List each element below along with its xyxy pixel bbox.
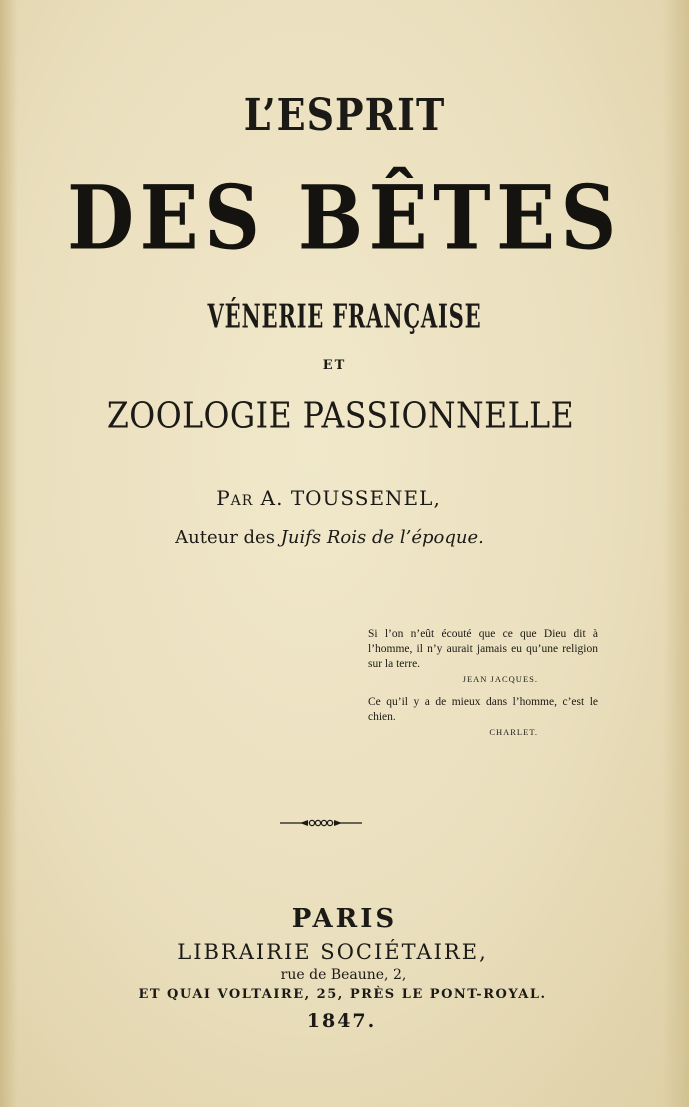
title-line-2: DES BÊTES [67, 165, 622, 270]
subtitle-line-1: VÉNERIE FRANÇAISE [207, 298, 482, 337]
subtitle-line-2: ZOOLOGIE PASSIONNELLE [106, 395, 575, 437]
epigraph-attribution: JEAN JACQUES. [462, 674, 538, 684]
epigraph-1 [368, 627, 598, 687]
title-line-1: L’ESPRIT [243, 88, 446, 141]
imprint-address-line-2: ET QUAI VOLTAIRE, 25, PRÈS LE PONT-ROYAL. [138, 987, 547, 1002]
epigraph-text: Ce qu’il y a de mieux dans l’homme, c’est le chien. [368, 696, 598, 723]
ornament-divider [278, 816, 364, 830]
imprint-year: 1847. [306, 1010, 377, 1032]
epigraph-attribution: CHARLET. [489, 727, 538, 737]
subtitle-connector: ET [322, 358, 347, 373]
epigraph-2 [368, 695, 598, 740]
author-note [0, 527, 674, 548]
imprint-city: PARIS [291, 904, 398, 934]
epigraphs [368, 627, 598, 740]
imprint-publisher: LIBRAIRIE SOCIÉTAIRE, [177, 940, 488, 964]
author-prefix: Par [216, 486, 254, 510]
author-note-prefix: Auteur des [175, 527, 281, 548]
author-line [0, 486, 673, 510]
imprint-address-line-1: rue de Beaune, 2, [280, 967, 407, 983]
epigraph-text: Si l’on n’eût écouté que ce que Dieu dit à l’homme, il n’y aurait jamais eu qu’une religion sur la terre. [368, 628, 598, 670]
author-name: A. TOUSSENEL, [260, 486, 441, 510]
author-note-work: Juifs Rois de l’époque. [280, 527, 484, 548]
